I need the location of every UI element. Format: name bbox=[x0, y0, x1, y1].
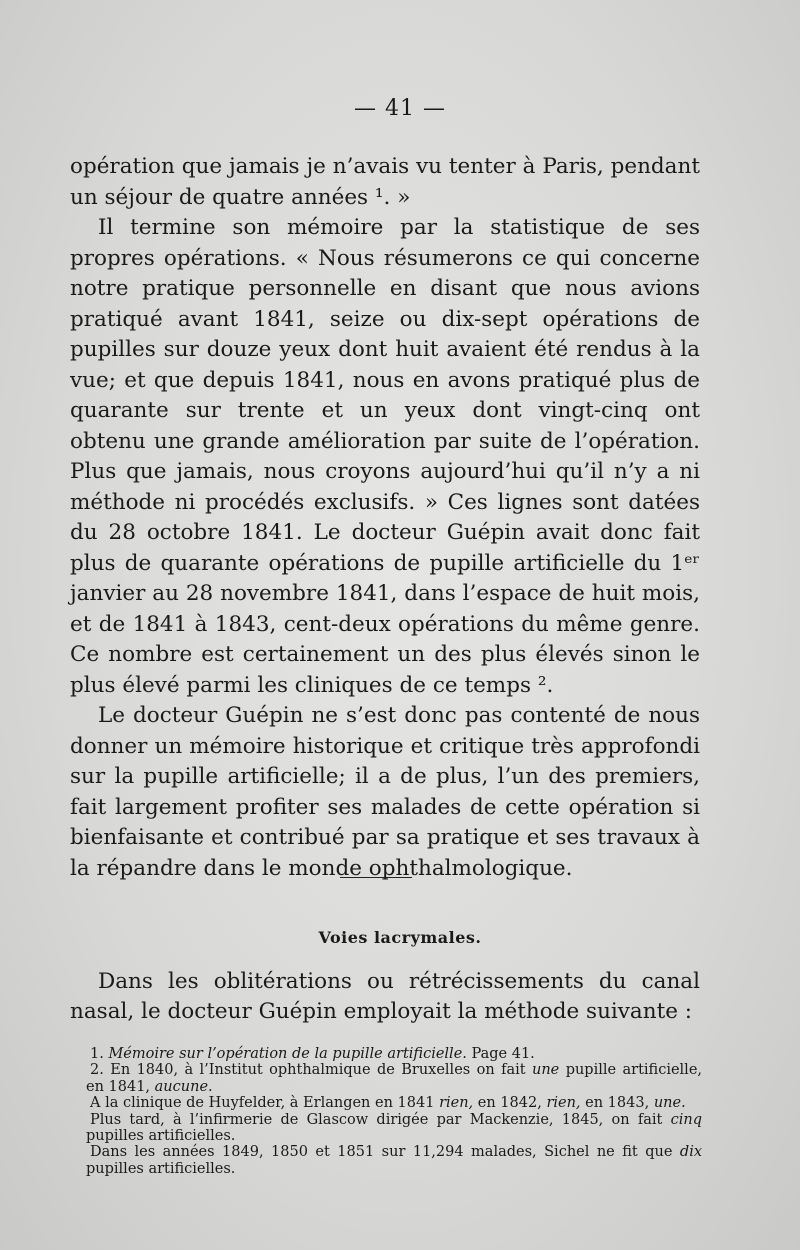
section-heading: Voies lacrymales. bbox=[318, 928, 482, 947]
section-paragraph: Dans les oblitérations ou rétrécissements du canal nasal, le docteur Guépin employait la méthode suivante : bbox=[70, 969, 700, 1024]
section-text bbox=[70, 967, 700, 1027]
footnote-2-text: pupilles artificielles. bbox=[86, 1128, 236, 1145]
footnote-2-emph: dix bbox=[679, 1144, 703, 1161]
footnote-2-text: Plus tard, à l’infirmerie de Glascow dirigée par Mackenzie, 1845, on fait bbox=[90, 1111, 663, 1128]
footnote-1 bbox=[86, 1046, 702, 1062]
footnote-2-text: 2. En 1840, à l’Institut ophthalmique de Bruxelles on fait bbox=[90, 1062, 526, 1079]
footnote-2-emph: aucune. bbox=[154, 1078, 213, 1095]
footnote-2-text: Dans les années 1849, 1850 et 1851 sur 11,294 malades, Sichel ne fit que bbox=[90, 1144, 673, 1161]
footnote-2-emph: rien, bbox=[546, 1095, 581, 1112]
paragraph-statistics: Il termine son mémoire par la statistique de ses propres opérations. « Nous résumerons ce qui concerne notre pratique personnelle en disant que nous avions pratiqué avant 1841, seize ou dix-sept opérations de pupilles sur douze yeux dont huit avaient été rendus à la vue; et que depuis 1841, nous en avons pratiqué plus de quarante sur trente et un yeux dont vingt-cinq ont obtenu une grande amélioration par suite de l’opération. Plus que jamais, nous croyons aujourd’hui qu’il n’y a ni méthode ni procédés exclusifs. » Ces lignes sont datées du 28 octobre 1841. Le docteur Guépin avait donc fait plus de quarante opérations de pupille artificielle du 1ᵉʳ janvier au 28 novembre 1841, dans l’espace de huit mois, et de 1841 à 1843, cent-deux opérations du même genre. Ce nombre est certainement un des plus élevés sinon le plus élevé parmi les cliniques de ce temps ². bbox=[70, 215, 700, 698]
paragraph-continuation: opération que jamais je n’avais vu tenter à Paris, pendant un séjour de quatre années ¹. » bbox=[70, 154, 700, 210]
footnote-2-line-b bbox=[86, 1095, 702, 1111]
page-number: — 41 — bbox=[354, 96, 446, 121]
footnote-2-text: en 1843, bbox=[585, 1095, 650, 1112]
footnote-2-emph: une bbox=[532, 1062, 560, 1079]
footnote-2-text: en 1842, bbox=[477, 1095, 542, 1112]
footnote-1-page: Page 41. bbox=[471, 1046, 535, 1062]
footnote-2-text: pupilles artificielles. bbox=[86, 1160, 236, 1177]
paragraph-conclusion: Le docteur Guépin ne s’est donc pas contenté de nous donner un mémoire historique et critique très approfondi sur la pupille artificielle; il a de plus, l’un des premiers, fait largement profiter ses malades de cette opération si bienfaisante et contribué par sa pratique et ses travaux à la répandre dans le monde ophthalmologique. bbox=[70, 703, 700, 881]
footnote-2-emph: une. bbox=[653, 1095, 686, 1112]
main-text bbox=[70, 152, 700, 884]
footnote-2-line-c bbox=[86, 1112, 702, 1145]
footnote-2-emph: rien, bbox=[439, 1095, 474, 1112]
footnote-1-title: Mémoire sur l’opération de la pupille artificielle. bbox=[108, 1046, 467, 1062]
footnote-2-text: A la clinique de Huyfelder, à Erlangen en 1841 bbox=[90, 1095, 435, 1112]
footnote-1-number: 1. bbox=[90, 1046, 104, 1062]
footnote-2-line-d bbox=[86, 1144, 702, 1177]
footnotes bbox=[86, 1046, 702, 1177]
footnote-2-emph: cinq bbox=[670, 1111, 702, 1128]
footnote-2-line-a bbox=[86, 1062, 702, 1095]
section-divider bbox=[340, 877, 412, 878]
footnote-2-text: pupille artificielle, en 1841, bbox=[86, 1062, 703, 1095]
